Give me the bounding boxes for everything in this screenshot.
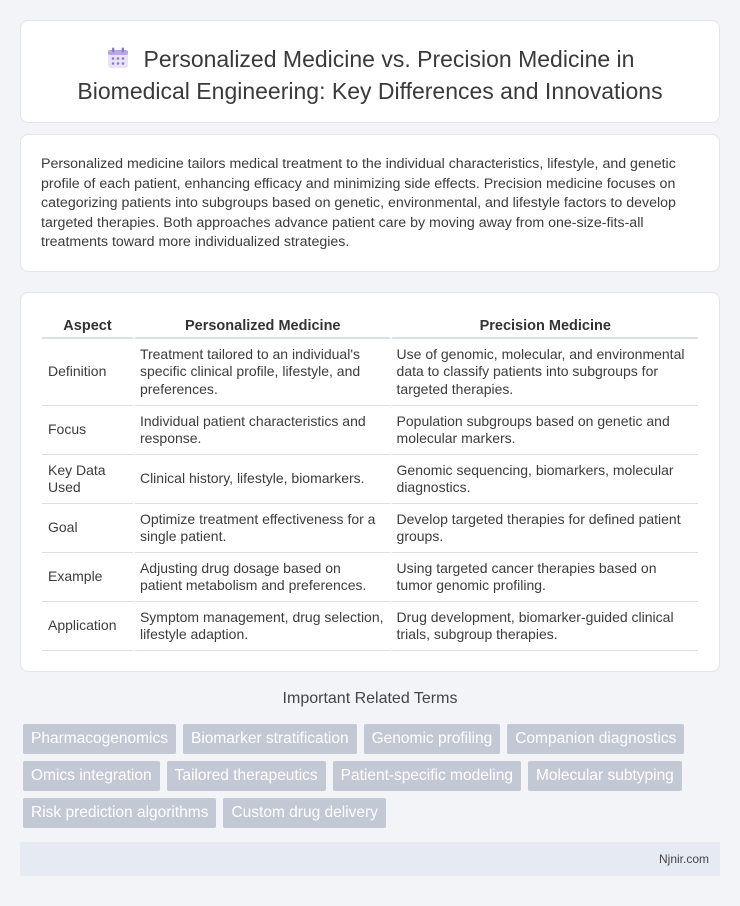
row-precision: Population subgroups based on genetic and molecular markers.	[390, 406, 698, 455]
page-title	[51, 43, 689, 107]
title-card	[20, 20, 720, 123]
footer-site[interactable]: Njnir.com	[658, 852, 709, 866]
row-personalized: Individual patient characteristics and response.	[133, 406, 390, 455]
row-personalized: Treatment tailored to an individual's specific clinical profile, lifestyle, and preferences.	[133, 339, 390, 406]
row-precision: Genomic sequencing, biomarkers, molecular diagnostics.	[390, 455, 698, 504]
header-personalized: Personalized Medicine	[133, 315, 390, 339]
tag-row	[23, 724, 723, 754]
related-terms-tags	[23, 724, 723, 835]
table-row	[42, 339, 698, 406]
header-aspect: Aspect	[42, 315, 133, 339]
comparison-table	[42, 315, 698, 651]
table-row	[42, 602, 698, 651]
term-tag[interactable]: Custom drug delivery	[223, 798, 385, 828]
footer	[20, 842, 720, 876]
row-precision: Using targeted cancer therapies based on tumor genomic profiling.	[390, 553, 698, 602]
table-row	[42, 406, 698, 455]
row-precision: Use of genomic, molecular, and environmental data to classify patients into subgroups for targeted therapies.	[390, 339, 698, 406]
table-row	[42, 504, 698, 553]
row-aspect: Example	[42, 553, 133, 602]
tag-row	[23, 798, 723, 828]
header-precision: Precision Medicine	[390, 315, 698, 339]
term-tag[interactable]: Molecular subtyping	[528, 761, 682, 791]
term-tag[interactable]: Omics integration	[23, 761, 160, 791]
row-personalized: Optimize treatment effectiveness for a single patient.	[133, 504, 390, 553]
term-tag[interactable]: Tailored therapeutics	[167, 761, 326, 791]
intro-paragraph: Personalized medicine tailors medical treatment to the individual characteristics, lifestyle, and genetic profile of each patient, enhancing efficacy and minimizing side effects. Precision medicine focuses on categorizing patients into subgroups based on genetic, environmental, and lifestyle factors to develop targeted therapies. Both approaches advance patient care by moving away from one-size-fits-all treatments toward more individualized strategies.	[41, 156, 676, 251]
row-personalized: Symptom management, drug selection, lifestyle adaption.	[133, 602, 390, 651]
term-tag[interactable]: Patient-specific modeling	[333, 761, 521, 791]
row-aspect: Focus	[42, 406, 133, 455]
row-aspect: Key Data Used	[42, 455, 133, 504]
row-precision: Drug development, biomarker-guided clinical trials, subgroup therapies.	[390, 602, 698, 651]
term-tag[interactable]: Biomarker stratification	[183, 724, 357, 754]
row-personalized: Clinical history, lifestyle, biomarkers.	[133, 455, 390, 504]
row-personalized: Adjusting drug dosage based on patient metabolism and preferences.	[133, 553, 390, 602]
title-line-2: Biomedical Engineering: Key Differences and Innovations	[77, 78, 663, 104]
term-tag[interactable]: Pharmacogenomics	[23, 724, 176, 754]
row-aspect: Application	[42, 602, 133, 651]
table-header-row	[42, 315, 698, 339]
row-precision: Develop targeted therapies for defined patient groups.	[390, 504, 698, 553]
related-terms-title: Important Related Terms	[282, 690, 458, 707]
term-tag[interactable]: Genomic profiling	[364, 724, 501, 754]
row-aspect: Definition	[42, 339, 133, 406]
term-tag[interactable]: Companion diagnostics	[507, 724, 684, 754]
term-tag[interactable]: Risk prediction algorithms	[23, 798, 216, 828]
tag-row	[23, 761, 723, 791]
row-aspect: Goal	[42, 504, 133, 553]
table-row	[42, 553, 698, 602]
table-row	[42, 455, 698, 504]
intro-card	[20, 134, 720, 272]
title-line-1: Personalized Medicine vs. Precision Medicine in	[143, 46, 635, 72]
comparison-table-card	[20, 292, 720, 672]
calendar-icon	[106, 46, 130, 70]
